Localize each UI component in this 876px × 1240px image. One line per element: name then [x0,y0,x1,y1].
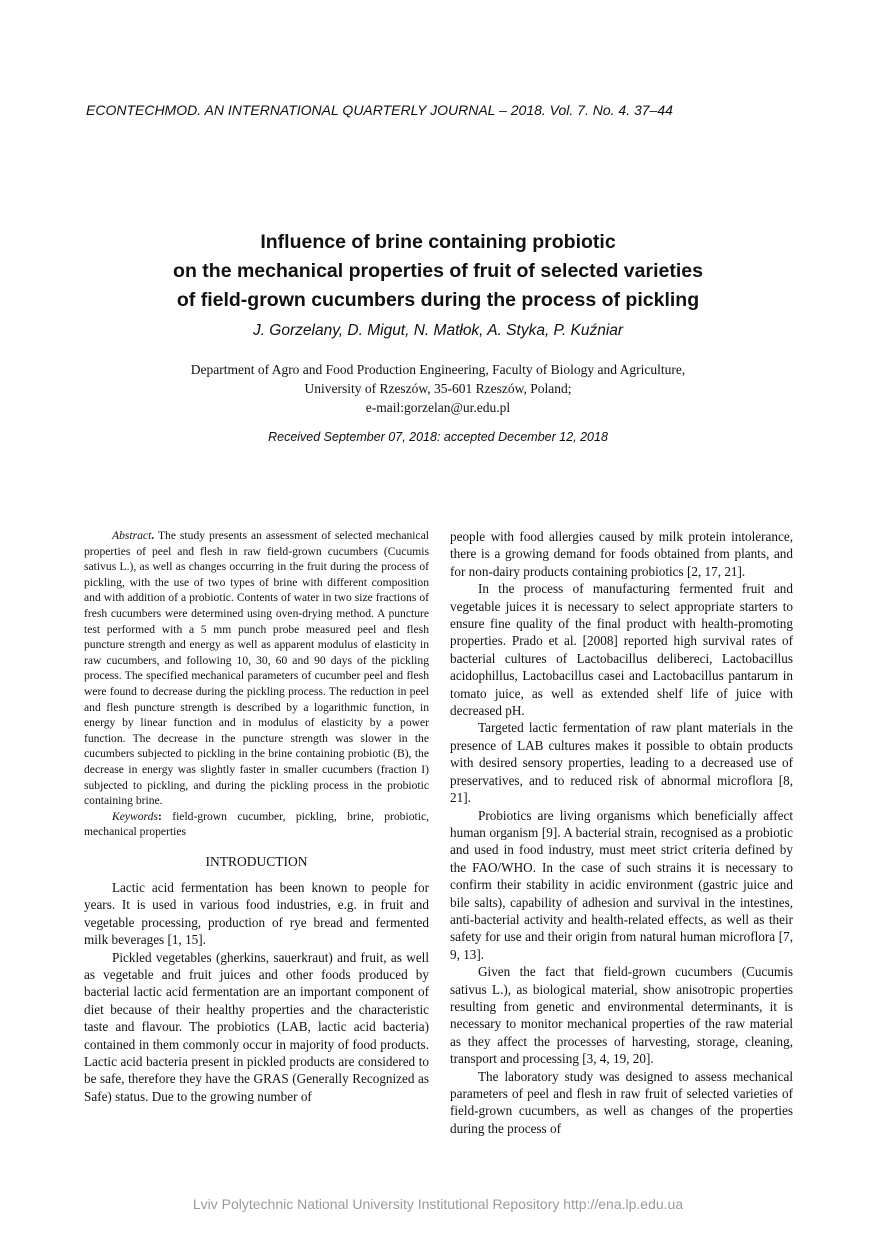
article-title [0,228,876,315]
left-column [84,528,429,1105]
authors: J. Gorzelany, D. Migut, N. Matłok, A. Styka, P. Kuźniar [252,322,624,339]
affiliation-line: University of Rzeszów, 35-601 Rzeszów, Poland; [304,381,572,396]
title-line: on the mechanical properties of fruit of selected varieties [173,260,703,282]
email-line: e-mail:gorzelan@ur.edu.pl [365,400,511,415]
running-head: ECONTECHMOD. AN INTERNATIONAL QUARTERLY JOURNAL – 2018. Vol. 7. No. 4. 37–44 [86,102,673,118]
paragraph: Lactic acid fermentation has been known to people for years. It is used in various food industries, e.g. in fruit and vegetable processing, production of rye bread and fermented milk beverages [1, 15]. [84,879,429,948]
right-column [450,528,793,1137]
affiliation [0,360,876,417]
keywords: Keywords: field-grown cucumber, pickling, brine, probiotic, mechanical properties [84,809,429,839]
paragraph: In the process of manufacturing fermented fruit and vegetable juices it is necessary to select appropriate starters to ensure fine quality of the final product with health-promoting properties. Prado et al. [2008] reported high survival rates of bacterial cultures of Lactobacillus delibereci, Lactobacillus acidophillus, Lactobacillus casei and Lactobacillus pantarum in tomato juice, as well as extended shelf life of juice with decreased pH. [450,581,793,719]
title-line: Influence of brine containing probiotic [260,231,616,253]
received-dates: Received September 07, 2018: accepted December 12, 2018 [268,430,608,444]
section-heading-introduction: INTRODUCTION [205,853,308,869]
keywords-label: Keywords [112,809,158,823]
paragraph: Targeted lactic fermentation of raw plant materials in the presence of LAB cultures makes it possible to obtain products with desired sensory properties, leading to a decreased use of preservatives, and to reduced risk of abnormal microflora [8, 21]. [450,720,793,806]
paragraph: Probiotics are living organisms which beneficially affect human organism [9]. A bacterial strain, recognised as a probiotic and used in food industry, must meet strict criteria defined by the FAO/WHO. In the case of such strains it is necessary to confirm their stability in acidic environment (gastric juice and bile salts), capability of adhesion and survival in the intestines, anti-bacterial activity and health-related effects, as well as their safety for use and their origin from natural human microflora [7, 9, 13]. [450,807,793,962]
paragraph: Given the fact that field-grown cucumbers (Cucumis sativus L.), as biological material, show anisotropic properties resulting from genetic and environmental determinants, it is necessary to monitor mechanical properties of the raw material as they affect the processes of harvesting, storage, cleaning, transport and processing [3, 4, 19, 20]. [450,964,793,1067]
repository-footer: Lviv Polytechnic National University Institutional Repository http://ena.lp.edu.ua [192,1196,684,1212]
abstract-label: Abstract [112,529,152,542]
abstract-text: The study presents an assessment of selected mechanical properties of peel and flesh in raw field-grown cucumbers (Cucumis sativus L.), as well as changes occurring in the fruit during the process of pickling, with the use of two types of brine with different composition and with addition of a probiotic. Contents of water in two size fractions of fresh cucumbers were determined using oven-drying method. A puncture test performed with a 5 mm punch probe measured peel and flesh puncture strength and energy as well as apparent modulus of elasticity in raw cucumbers, and following 10, 30, 60 and 90 days of the pickling process. The specified mechanical parameters of cucumber peel and flesh were found to decrease during the pickling process. The reduction in peel and flesh puncture strength is described by a logarithmic function, in energy by linear function and in modulus of elasticity by a power function. The decrease in the puncture strength was slower in the cucumbers subjected to pickling in the brine containing probiotic (B), the decrease in energy was slightly faster in smaller cucumbers (fraction I) subjected to pickling, and during the pickling process in the probiotic containing brine. [84,529,429,808]
abstract: Abstract. The study presents an assessment of selected mechanical properties of peel and flesh in raw field-grown cucumbers (Cucumis sativus L.), as well as changes occurring in the fruit during the process of pickling, with the use of two types of brine with different composition and with addition of a probiotic. Contents of water in two size fractions of fresh cucumbers were determined using oven-drying method. A puncture test performed with a 5 mm punch probe measured peel and flesh puncture strength and energy as well as apparent modulus of elasticity in raw cucumbers, and following 10, 30, 60 and 90 days of the pickling process. The specified mechanical parameters of cucumber peel and flesh were found to decrease during the pickling process. The reduction in peel and flesh puncture strength is described by a logarithmic function, in energy by linear function and in modulus of elasticity by a power function. The decrease in the puncture strength was slower in the cucumbers subjected to pickling in the brine containing probiotic (B), the decrease in energy was slightly faster in smaller cucumbers (fraction I) subjected to pickling, and during the pickling process in the probiotic containing brine. [84,529,429,808]
paragraph: people with food allergies caused by milk protein intolerance, there is a growing demand for foods obtained from plants, and for non-dairy products containing probiotics [2, 17, 21]. [450,529,793,579]
paragraph: The laboratory study was designed to assess mechanical parameters of peel and flesh in raw fruit of selected varieties of field-grown cucumbers, as well as changes of the properties during the process of [450,1068,793,1136]
keywords-text: field-grown cucumber, pickling, brine, probiotic, mechanical properties [84,809,429,839]
affiliation-line: Department of Agro and Food Production Engineering, Faculty of Biology and Agriculture, [190,362,686,377]
paragraph: Pickled vegetables (gherkins, sauerkraut) and fruit, as well as vegetable and fruit juices and other foods produced by bacterial lactic acid fermentation are an important component of diet because of their healthy properties and the characteristic taste and flavour. The probiotics (LAB, lactic acid bacteria) contained in them commonly occur in majority of food products. Lactic acid bacteria present in pickled products are considered to be safe, therefore they have the GRAS (Generally Recognized as Safe) status. Due to the growing number of [84,949,429,1104]
title-line: of field-grown cucumbers during the process of pickling [176,289,700,311]
